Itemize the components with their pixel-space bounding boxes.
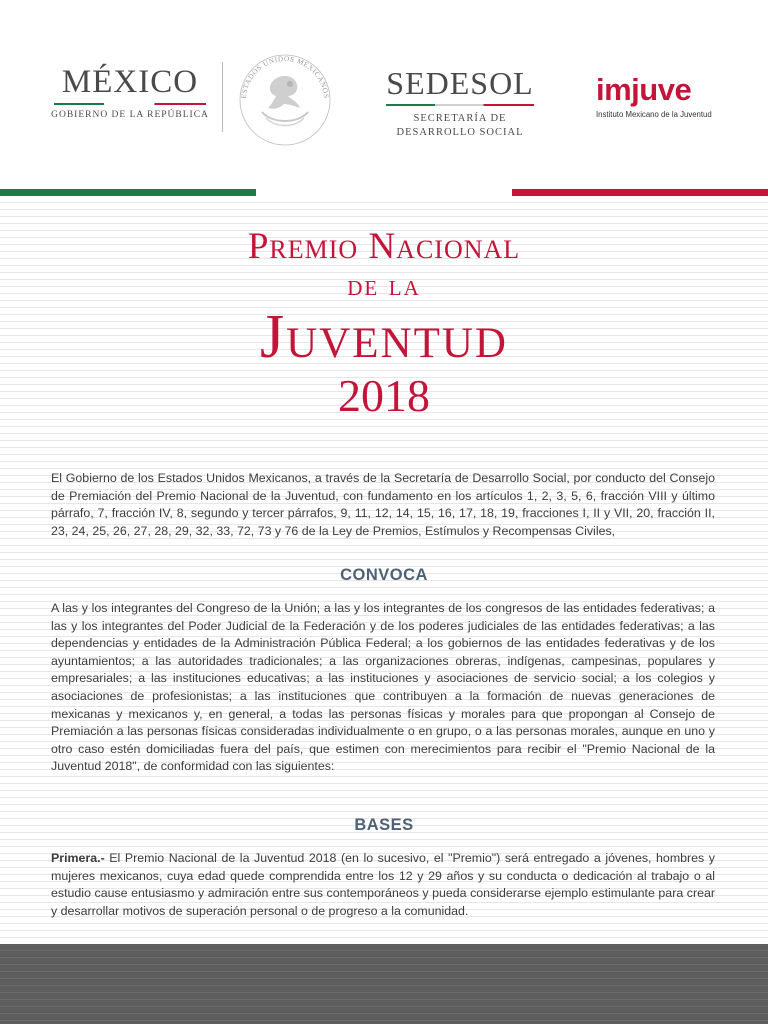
mexico-government-logo [50,64,210,120]
sedesol-logo-subtitle-line2: DESARROLLO SOCIAL [396,127,524,138]
national-seal-icon [232,44,338,150]
bases-first-label: Primera.- [51,851,105,865]
title-year: 2018 [338,370,430,421]
title-line-1: Premio Nacional [247,226,521,267]
green-accent-band [0,189,256,196]
imjuve-logo [596,72,736,119]
sedesol-logo-subtitle-line1: SECRETARÍA DE [413,113,507,124]
bases-first-text: El Premio Nacional de la Juventud 2018 (en lo sucesivo, el "Premio") será entregado a jóvenes, hombres y mujeres mexicanos, cuya edad quede comprendida entre los 12 y 29 años y su conducta o dedicación al trabajo o al estudio cause entusiasmo y admiración entre sus contemporáneos y pueda considerarse ejemplo estimulante para crear y desarrollar motivos de superación personal o de progreso a la comunidad. [51,851,715,918]
mexico-logo-subtitle: GOBIERNO DE LA REPÚBLICA [51,110,209,120]
title-line-3: Juventud [260,303,508,371]
title-line-2: de la [347,269,421,302]
seal-ring-text: ESTADOS UNIDOS MEXICANOS [239,54,331,99]
intro-paragraph: El Gobierno de los Estados Unidos Mexicanos, a través de la Secretaría de Desarrollo Social, por conducto del Consejo de Premiación del Premio Nacional de la Juventud, con fundamento en los artículos 1, 2, 3, 5, 6, fracción VIII y último párrafo, 7, fracción IV, 8, segundo y tercer párrafos, 9, 11, 12, 14, 15, 16, 17, 18, 19, fracciones I, II y VII, 20, fracción II, 23, 24, 25, 26, 27, 28, 29, 32, 33, 72, 73 y 76 de la Ley de Premios, Estímulos y Recompensas Civiles, [51,471,715,538]
sedesol-logo-word: SEDESOL [386,65,534,101]
flag-tricolor-rule [54,103,206,105]
sedesol-logo [380,66,540,140]
footer-band [0,944,768,1024]
bases-first-paragraph [51,850,715,920]
imjuve-logo-subtitle: Instituto Mexicano de la Juventud [596,110,712,119]
header [0,0,768,190]
imjuve-logo-word: imjuve [596,72,692,107]
mexico-logo-word: MÉXICO [61,64,199,100]
convoca-paragraph: A las y los integrantes del Congreso de la Unión; a las y los integrantes de los congresos de las entidades federativas; a las y los integrantes del Poder Judicial de la Federación y de los poderes judiciales de las entidades federativas; a las dependencias y entidades de la Administración Pública Federal; a los gobiernos de las entidades federativas y de los ayuntamientos; a las autoridades tradicionales; a las organizaciones obreras, indígenas, campesinas, populares y empresariales; a las instituciones educativas; a las instituciones y asociaciones de servicio social; a los colegios y asociaciones de profesionistas; a las instituciones que contribuyen a la formación de nuevas generaciones de mexicanas y mexicanos y, en general, a todas las personas físicas y morales para que propongan al Consejo de Premiación a las personas físicas consideradas individualmente o en grupo, o a las personas morales, aunque en uno y otro caso estén domiciliadas fuera del país, que estimen con merecimientos para recibir el "Premio Nacional de la Juventud 2018", de conformidad con las siguientes: [51,601,715,774]
award-title [0,226,768,422]
bases-heading: BASES [354,816,414,834]
logo-divider [222,62,223,132]
sedesol-tricolor-rule [386,104,534,106]
red-accent-band [512,189,768,196]
convoca-heading: CONVOCA [340,566,428,584]
document-body [0,196,768,944]
